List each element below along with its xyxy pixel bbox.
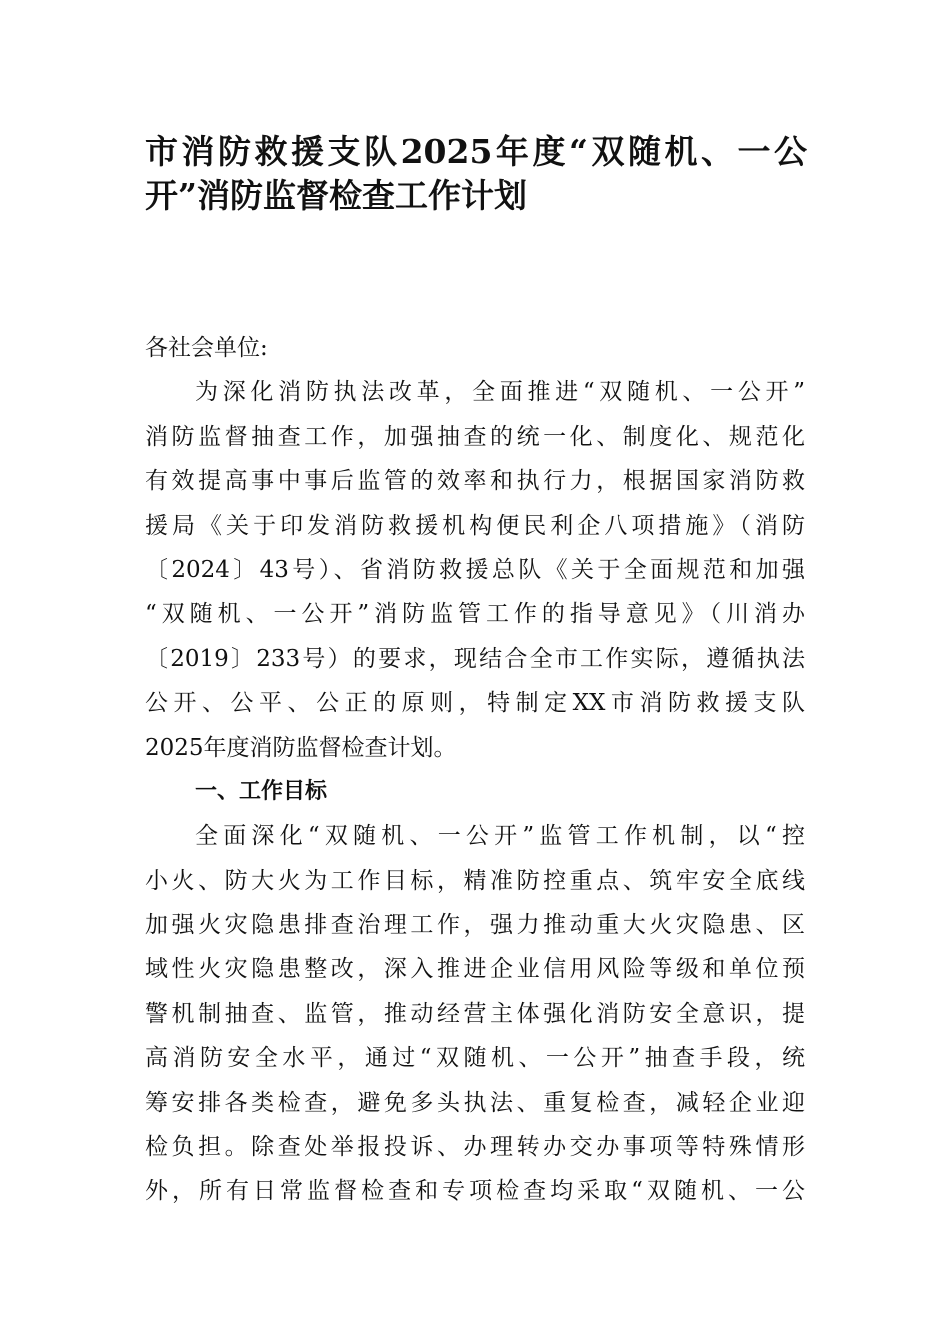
text-line: 〔2024〕43号）、省消防救援总队《关于全面规范和加强	[145, 556, 805, 583]
text-line: 外，所有日常监督检查和专项检查均采取“双随机、一公	[145, 1178, 805, 1205]
document-body	[145, 326, 805, 1214]
text-line: 公开、公平、公正的原则，特制定XX市消防救援支队	[145, 690, 805, 717]
text-line: 有效提高事中事后监管的效率和执行力，根据国家消防救	[145, 468, 805, 495]
text-line: 域性火灾隐患整改，深入推进企业信用风险等级和单位预	[145, 956, 805, 983]
document-title	[145, 120, 807, 216]
section-heading: 一、工作目标	[195, 778, 328, 804]
title-line: 开”消防监督检查工作计划	[145, 176, 527, 216]
text-line: 全面深化“双随机、一公开”监管工作机制，以“控	[195, 823, 805, 850]
paragraph-intro	[145, 370, 805, 770]
text-line: 小火、防大火为工作目标，精准防控重点、筑牢安全底线	[145, 867, 805, 894]
greeting: 各社会单位:	[145, 335, 268, 361]
text-line: 警机制抽查、监管，推动经营主体强化消防安全意识，提	[145, 1000, 805, 1027]
text-line: 加强火灾隐患排查治理工作，强力推动重大火灾隐患、区	[145, 912, 805, 939]
text-line: 筹安排各类检查，避免多头执法、重复检查，减轻企业迎	[145, 1089, 805, 1116]
title-line: 市消防救援支队2025年度“双随机、一公	[145, 132, 807, 171]
text-line: 高消防安全水平，通过“双随机、一公开”抽查手段，统	[145, 1045, 805, 1072]
text-line: “双随机、一公开”消防监管工作的指导意见》（川消办	[145, 601, 805, 628]
text-line: 援局《关于印发消防救援机构便民利企八项措施》（消防	[145, 512, 805, 539]
text-line: 检负担。除查处举报投诉、办理转办交办事项等特殊情形	[145, 1134, 805, 1161]
text-line: 消防监督抽查工作，加强抽查的统一化、制度化、规范化	[145, 423, 805, 450]
paragraph-goals	[145, 814, 805, 1214]
text-line: 2025年度消防监督检查计划。	[145, 734, 457, 761]
text-line: 为深化消防执法改革，全面推进“双随机、一公开”	[195, 379, 805, 406]
text-line: 〔2019〕233号）的要求，现结合全市工作实际，遵循执法	[145, 645, 805, 672]
